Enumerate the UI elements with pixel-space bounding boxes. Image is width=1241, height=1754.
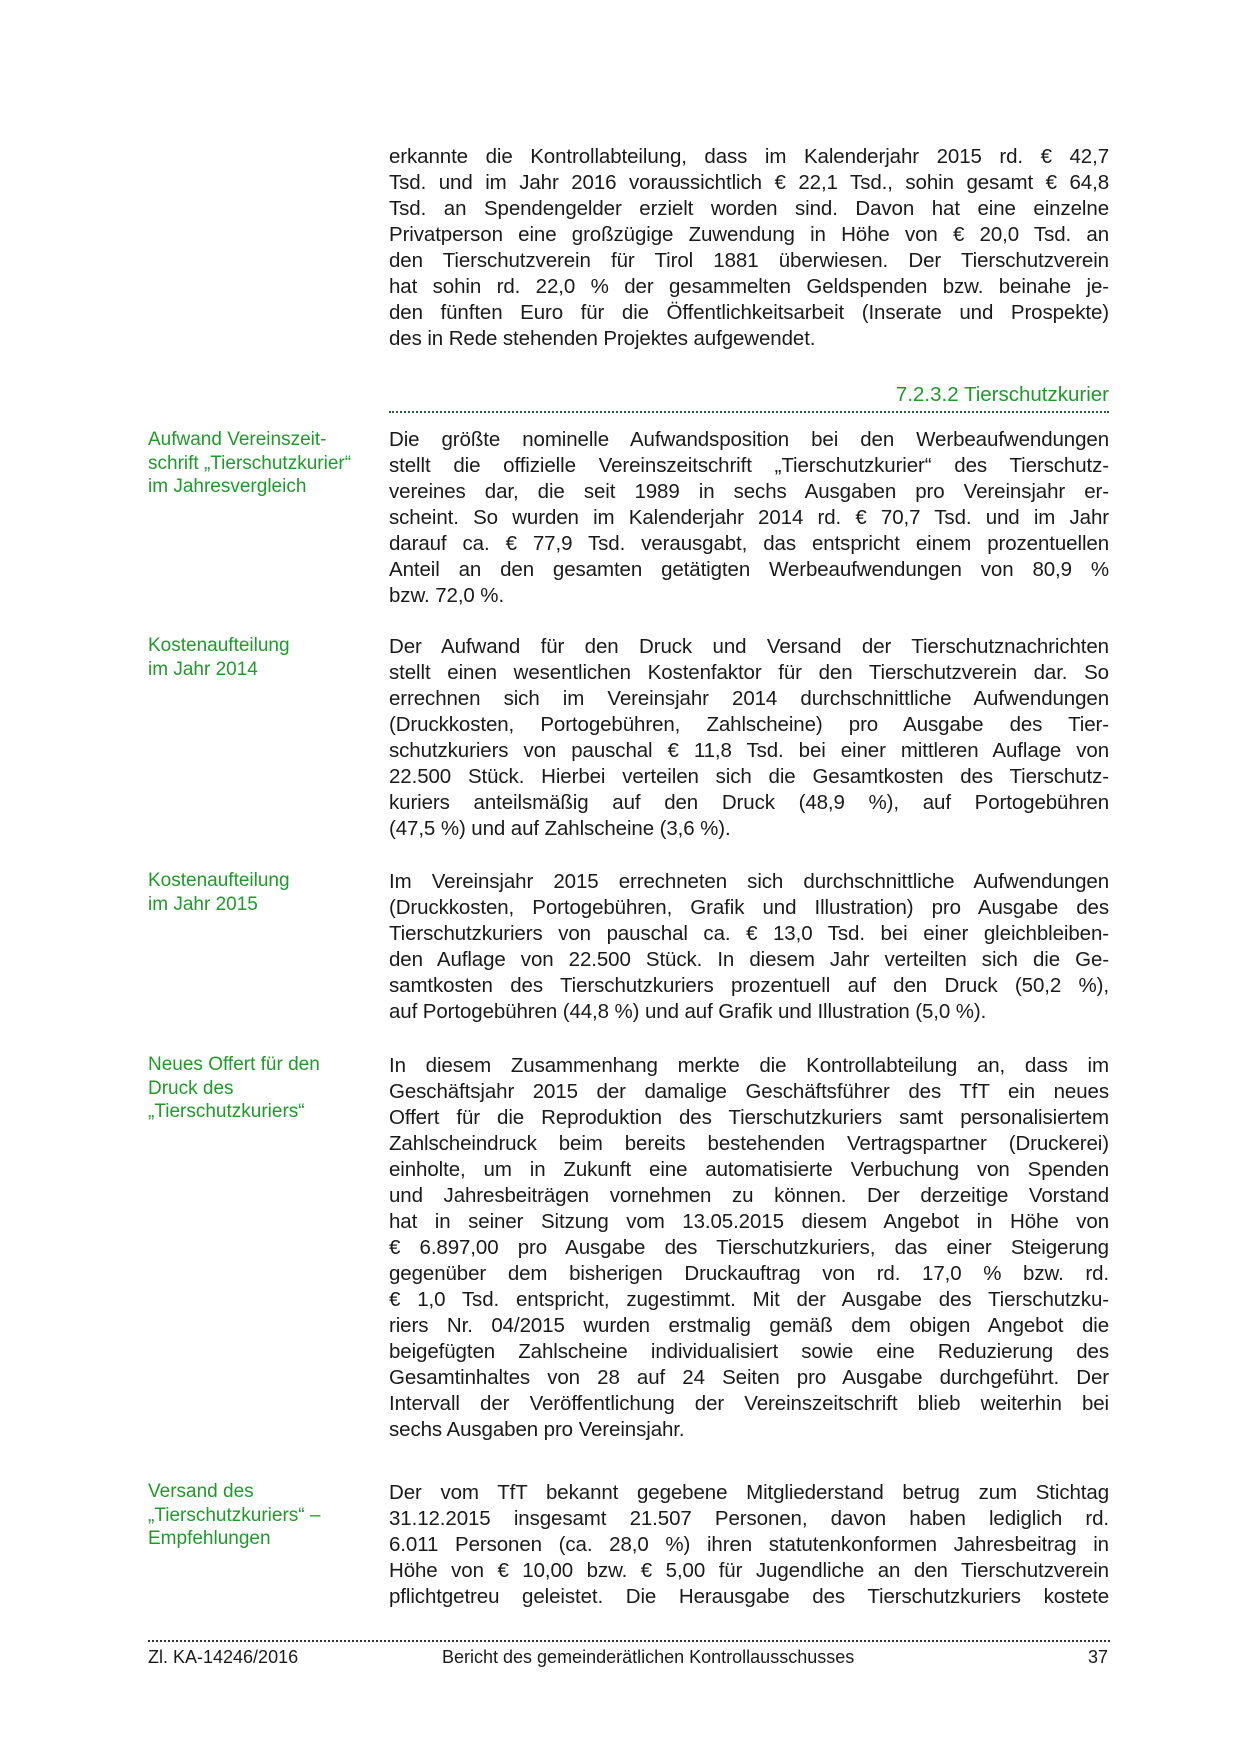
footer-title: Bericht des gemeinderätlichen Kontrollausschusses — [442, 1647, 855, 1667]
text-line: vereines dar, die seit 1989 in sechs Ausgaben pro Vereinsjahr er- — [389, 480, 1109, 503]
margin-note-line: im Jahr 2015 — [148, 893, 258, 915]
text-line: 6.011 Personen (ca. 28,0 %) ihren statutenkonformen Jahresbeitrag in — [389, 1533, 1109, 1556]
margin-note-neues-offert — [148, 1053, 378, 1124]
text-line: auf Portogebühren (44,8 %) und auf Grafik und Illustration (5,0 %). — [389, 1000, 987, 1023]
text-line: In diesem Zusammenhang merkte die Kontrollabteilung an, dass im — [389, 1054, 1109, 1077]
text-line: und Jahresbeiträgen vornehmen zu können. Der derzeitige Vorstand — [389, 1184, 1109, 1207]
text-line: Der Aufwand für den Druck und Versand der Tierschutznachrichten — [389, 635, 1109, 658]
paragraph-neues-offert — [389, 1053, 1109, 1443]
text-line: Im Vereinsjahr 2015 errechneten sich durchschnittliche Aufwendungen — [389, 870, 1109, 893]
text-line: € 1,0 Tsd. entspricht, zugestimmt. Mit der Ausgabe des Tierschutzku- — [389, 1288, 1109, 1311]
margin-note-line: Empfehlungen — [148, 1528, 271, 1549]
text-line: Tsd. an Spendengelder erzielt worden sind. Davon hat eine einzelne — [389, 197, 1109, 220]
section-divider — [389, 411, 1109, 413]
margin-note-line: Druck des — [148, 1077, 234, 1099]
text-line: Zahlscheindruck beim bereits bestehenden Vertragspartner (Druckerei) — [389, 1132, 1109, 1155]
margin-note-line: schrift „Tierschutzkurier“ — [148, 452, 352, 474]
text-line: darauf ca. € 77,9 Tsd. verausgabt, das entspricht einem prozentuellen — [389, 532, 1109, 555]
margin-note-line: Versand des — [148, 1481, 254, 1502]
text-line: kuriers anteilsmäßig auf den Druck (48,9 %), auf Portogebühren — [389, 791, 1109, 814]
text-line: Privatperson eine großzügige Zuwendung in Höhe von € 20,0 Tsd. an — [389, 223, 1109, 246]
margin-note-line: Kostenaufteilung — [148, 635, 290, 656]
text-line: sechs Ausgaben pro Vereinsjahr. — [389, 1418, 685, 1441]
footer-reference: Zl. KA-14246/2016 — [148, 1647, 299, 1667]
text-line: 22.500 Stück. Hierbei verteilen sich die Gesamtkosten des Tierschutz- — [389, 765, 1109, 788]
text-line: 31.12.2015 insgesamt 21.507 Personen, davon haben lediglich rd. — [389, 1507, 1109, 1530]
text-line: Gesamtinhaltes von 28 auf 24 Seiten pro Ausgabe durchgeführt. Der — [389, 1366, 1109, 1389]
margin-note-line: Aufwand Vereinszeit- — [148, 429, 327, 450]
text-line: Tierschutzkuriers von pauschal ca. € 13,0 Tsd. bei einer gleichbleiben- — [389, 922, 1109, 945]
text-line: pflichtgetreu geleistet. Die Herausgabe des Tierschutzkuriers kostete — [389, 1585, 1109, 1608]
section-heading: 7.2.3.2 Tierschutzkurier — [895, 383, 1109, 406]
text-line: den Auflage von 22.500 Stück. In diesem Jahr verteilten sich die Ge- — [389, 948, 1109, 971]
margin-note-line: im Jahr 2014 — [148, 658, 258, 680]
margin-note-kosten-2015 — [148, 869, 378, 916]
text-line: Intervall der Veröffentlichung der Vereinszeitschrift blieb weiterhin bei — [389, 1392, 1109, 1415]
margin-note-line: Kostenaufteilung — [148, 870, 290, 891]
page-number: 37 — [1087, 1647, 1108, 1667]
text-line: (47,5 %) und auf Zahlscheine (3,6 %). — [389, 817, 731, 840]
text-line: einholte, um in Zukunft eine automatisierte Verbuchung von Spenden — [389, 1158, 1109, 1181]
text-line: Tsd. und im Jahr 2016 voraussichtlich € 22,1 Tsd., sohin gesamt € 64,8 — [389, 171, 1109, 194]
margin-note-line: Neues Offert für den — [148, 1054, 320, 1075]
text-line: (Druckkosten, Portogebühren, Zahlscheine) pro Ausgabe des Tier- — [389, 713, 1109, 736]
text-line: Höhe von € 10,00 bzw. € 5,00 für Jugendliche an den Tierschutzverein — [389, 1559, 1109, 1582]
text-line: bzw. 72,0 %. — [389, 584, 505, 607]
text-line: des in Rede stehenden Projektes aufgewendet. — [389, 327, 816, 350]
text-line: Offert für die Reproduktion des Tierschutzkuriers samt personalisiertem — [389, 1106, 1109, 1129]
text-line: € 6.897,00 pro Ausgabe des Tierschutzkuriers, das einer Steigerung — [389, 1236, 1109, 1259]
paragraph-aufwand — [389, 427, 1109, 609]
margin-note-kosten-2014 — [148, 634, 378, 681]
text-line: hat sohin rd. 22,0 % der gesammelten Geldspenden bzw. beinahe je- — [389, 275, 1109, 298]
paragraph-kosten-2014 — [389, 634, 1109, 842]
margin-note-line: „Tierschutzkuriers“ – — [148, 1504, 321, 1526]
text-line: stellt einen wesentlichen Kostenfaktor für den Tierschutzverein dar. So — [389, 661, 1109, 684]
text-line: (Druckkosten, Portogebühren, Grafik und Illustration) pro Ausgabe des — [389, 896, 1109, 919]
text-line: scheint. So wurden im Kalenderjahr 2014 rd. € 70,7 Tsd. und im Jahr — [389, 506, 1109, 529]
text-line: den fünften Euro für die Öffentlichkeitsarbeit (Inserate und Prospekte) — [389, 301, 1109, 324]
text-line: Anteil an den gesamten getätigten Werbeaufwendungen von 80,9 % — [389, 558, 1109, 581]
text-line: beigefügten Zahlscheine individualisiert sowie eine Reduzierung des — [389, 1340, 1109, 1363]
text-line: schutzkuriers von pauschal € 11,8 Tsd. bei einer mittleren Auflage von — [389, 739, 1109, 762]
margin-note-line: „Tierschutzkuriers“ — [148, 1101, 305, 1122]
text-line: Die größte nominelle Aufwandsposition bei den Werbeaufwendungen — [389, 428, 1109, 451]
text-line: hat in seiner Sitzung vom 13.05.2015 diesem Angebot in Höhe von — [389, 1210, 1109, 1233]
paragraph-kosten-2015 — [389, 869, 1109, 1025]
text-line: den Tierschutzverein für Tirol 1881 überwiesen. Der Tierschutzverein — [389, 249, 1109, 272]
text-line: samtkosten des Tierschutzkuriers prozentuell auf den Druck (50,2 %), — [389, 974, 1109, 997]
intro-paragraph — [389, 144, 1109, 352]
text-line: errechnen sich im Vereinsjahr 2014 durchschnittliche Aufwendungen — [389, 687, 1109, 710]
text-line: riers Nr. 04/2015 wurden erstmalig gemäß dem obigen Angebot die — [389, 1314, 1109, 1337]
margin-note-aufwand — [148, 428, 378, 499]
text-line: stellt die offizielle Vereinszeitschrift „Tierschutzkurier“ des Tierschutz- — [389, 454, 1109, 477]
paragraph-versand — [389, 1480, 1109, 1610]
text-line: gegenüber dem bisherigen Druckauftrag von rd. 17,0 % bzw. rd. — [389, 1262, 1109, 1285]
text-line: Der vom TfT bekannt gegebene Mitgliederstand betrug zum Stichtag — [389, 1481, 1109, 1504]
footer-divider — [148, 1640, 1110, 1642]
text-line: Geschäftsjahr 2015 der damalige Geschäftsführer des TfT ein neues — [389, 1080, 1109, 1103]
text-line: erkannte die Kontrollabteilung, dass im Kalenderjahr 2015 rd. € 42,7 — [389, 145, 1109, 168]
margin-note-versand — [148, 1480, 378, 1551]
margin-note-line: im Jahresvergleich — [148, 476, 307, 497]
